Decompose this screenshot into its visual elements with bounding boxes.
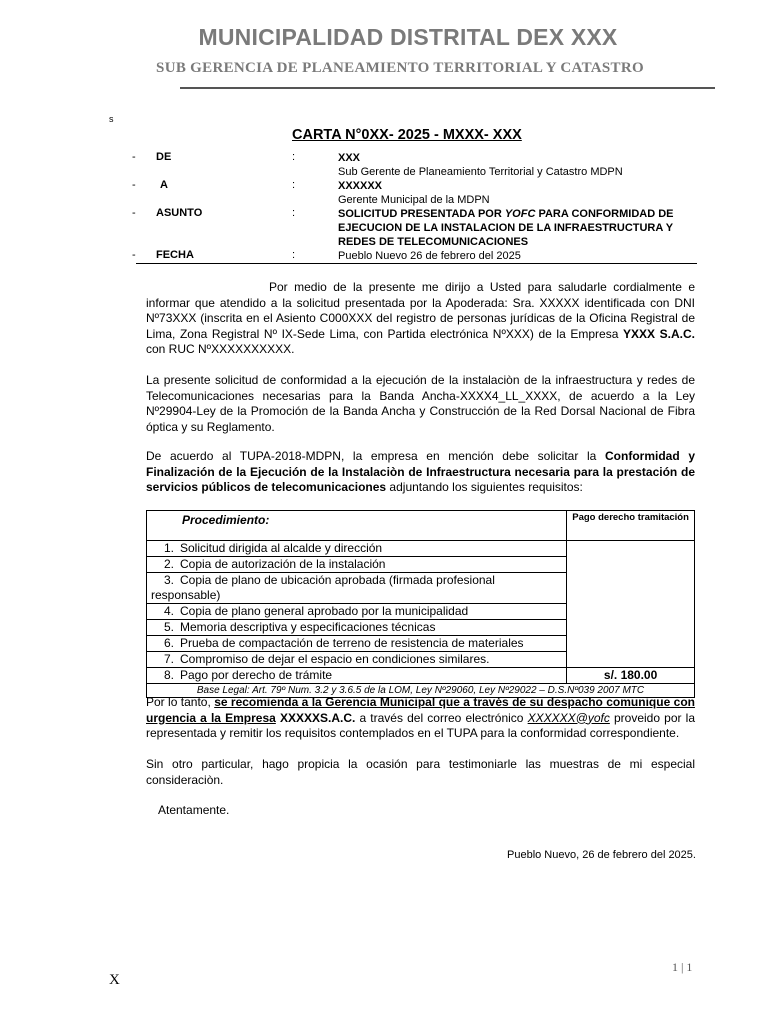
requirement-item [147, 573, 567, 604]
item-text: Memoria descriptiva y especificaciones técnicas [180, 620, 436, 634]
item-text: Pago por derecho de trámite [180, 668, 333, 682]
table-row [147, 541, 695, 557]
field-de-value [338, 151, 700, 179]
field-de-label: DE [156, 151, 172, 163]
item-number: 3. [163, 573, 174, 587]
footer-mark: X [109, 972, 120, 988]
asunto-part1: SOLICITUD PRESENTADA POR [338, 208, 505, 220]
item-number: 6. [163, 636, 174, 650]
item-text: Compromiso de dejar el espacio en condiciones similares. [180, 652, 490, 666]
requirement-item [147, 557, 567, 573]
item-text: Copia de plano de ubicación aprobada (firmada profesional responsable) [151, 573, 495, 602]
field-a-role: Gerente Municipal de la MDPN [338, 194, 490, 206]
p4-end: proveido por la representada y remitir los requisitos contemplados en el TUPA para la conformidad correspondiente. [146, 710, 695, 740]
field-fecha-value: Pueblo Nuevo 26 de febrero del 2025 [338, 250, 521, 262]
asunto-part3: PARA CONFORMIDAD DE EJECUCION DE LA INSTALACION DE LA INFRAESTRUCTURA Y REDES DE TELECOMUNICACIONES [338, 208, 674, 248]
item-number: 7. [163, 652, 174, 666]
table-header-row [147, 511, 695, 541]
p4-mid: a través del correo electrónico [355, 710, 528, 725]
field-fecha-dash: - [132, 249, 136, 261]
field-a-label: A [160, 179, 168, 191]
requirement-item [147, 668, 567, 684]
paragraph-intro [146, 280, 695, 358]
page-number: 1 | 1 [672, 960, 693, 974]
field-asunto-dash: - [132, 207, 136, 219]
header-divider [180, 87, 715, 89]
field-de-dash: - [132, 151, 136, 163]
requirement-item [147, 652, 567, 668]
requirements-table [146, 510, 695, 698]
item-text: Copia de autorización de la instalación [180, 557, 386, 571]
field-asunto-label: ASUNTO [156, 207, 203, 219]
p4-email: XXXXXX@yofc [527, 710, 610, 725]
letter-number: CARTA N°0XX- 2025 - MXXX- XXX [292, 127, 522, 143]
paragraph-recomendacion [146, 695, 695, 742]
p3-end: adjuntando los siguientes requisitos: [386, 480, 583, 494]
price-cell: s/. 180.00 [567, 668, 695, 684]
field-a-dash: - [132, 179, 136, 191]
field-fecha-colon: : [292, 249, 296, 261]
field-asunto-value [338, 207, 700, 249]
p1-ruc: con RUC NºXXXXXXXXXX. [146, 342, 295, 356]
closing-salutation: Atentamente. [158, 803, 230, 817]
paragraph-tupa [146, 449, 695, 496]
field-fecha-label: FECHA [156, 249, 194, 261]
field-asunto-colon: : [292, 207, 296, 219]
stray-mark: s [109, 114, 114, 124]
item-text: Copia de plano general aprobado por la municipalidad [180, 604, 469, 618]
requirement-item [147, 604, 567, 620]
base-legal: Base Legal: Art. 79º Num. 3.2 y 3.6.5 de la LOM, Ley Nº29060, Ley Nº29022 – D.S.Nº039 2007 MTC [147, 684, 695, 698]
municipality-title: MUNICIPALIDAD DISTRITAL DEX XXX [198, 24, 618, 50]
paragraph-solicitud: La presente solicitud de conformidad a la ejecución de la instalaciòn de la infraestructura y redes de Telecomunicaciones necesarias para la Banda Ancha-XXXX4_LL_XXXX, de acuerdo a la Ley Nº29904-Ley de la Promoción de la Banda Ancha y Construcción de la Red Dorsal Nacional de Fibra óptica y su Reglamento. [146, 373, 695, 434]
p1-company: YXXX S.A.C. [623, 326, 695, 341]
header-procedimiento: Procedimiento: [147, 511, 567, 541]
requirement-item [147, 636, 567, 652]
p4-start: Por lo tanto, [146, 695, 215, 709]
field-de-name: XXX [338, 152, 361, 164]
field-de-role: Sub Gerente de Planeamiento Territorial y Catastro MDPN [338, 166, 623, 178]
paragraph-despedida: Sin otro particular, hago propicia la ocasión para testimoniarle las muestras de mi especial consideraciòn. [146, 757, 695, 787]
p4-recommend: se recomienda a la Gerencia Municipal que a través de su despacho comunique con urgencia a la Empresa [146, 695, 695, 725]
requirement-item [147, 620, 567, 636]
pago-empty-cell [567, 541, 695, 668]
item-text: Solicitud dirigida al alcalde y dirección [180, 541, 383, 555]
field-a-colon: : [292, 179, 296, 191]
table-row [147, 668, 695, 684]
requirement-item [147, 541, 567, 557]
asunto-company: YOFC [504, 208, 536, 220]
p3-text: De acuerdo al TUPA-2018-MDPN, la empresa en mención debe solicitar la [146, 449, 605, 463]
header-pago: Pago derecho tramitación [567, 511, 695, 541]
p1-text: Por medio de la presente me dirijo a Usted para saludarle cordialmente e informar que atendido a la solicitud presentada por la Apoderada: Sra. XXXXX identificada con DNI Nº73XXX (inscrita en el Asiento C000XXX del registro de personas jurídicas de la Oficina Registral de Lima, Zona Registral Nº IX-Sede Lima, con Partida electrónica NºXXX) de la Empresa [146, 280, 695, 341]
item-number: 5. [163, 620, 174, 634]
department-subtitle: SUB GERENCIA DE PLANEAMIENTO TERRITORIAL Y CATASTRO [156, 60, 644, 76]
field-de-colon: : [292, 151, 296, 163]
item-number: 1. [163, 541, 174, 555]
fields-divider [136, 263, 697, 264]
item-text: Prueba de compactación de terreno de resistencia de materiales [180, 636, 524, 650]
field-a-value [338, 179, 700, 207]
item-number: 4. [163, 604, 174, 618]
place-date: Pueblo Nuevo, 26 de febrero del 2025. [507, 849, 696, 861]
field-a-name: XXXXXX [338, 180, 383, 192]
p4-company: XXXXXS.A.C. [275, 710, 356, 725]
item-number: 2. [163, 557, 174, 571]
item-number: 8. [163, 668, 174, 682]
p3-bold: Conformidad y Finalización de la Ejecución de la Instalaciòn de Infraestructura necesaria para la prestación de servicios públicos de telecomunicaciones [146, 449, 695, 494]
